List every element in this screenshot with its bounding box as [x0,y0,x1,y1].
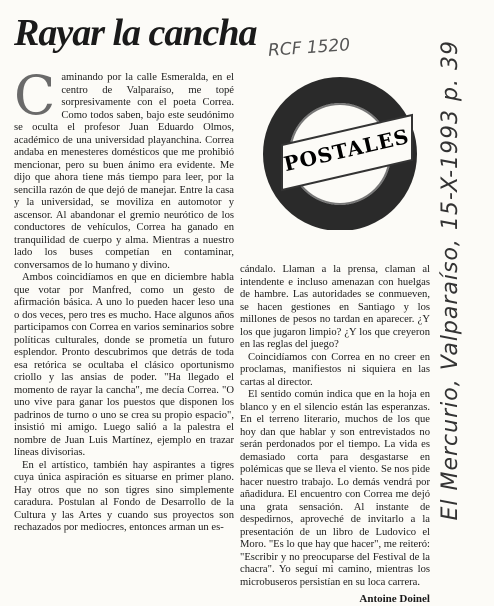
postales-logo-text: POSTALES [281,123,412,177]
article-column-left [14,64,234,535]
paragraph: Ambos coincidíamos en que en diciembre habla que votar por Manfred, como un gesto de afirmación básica. A uno lo pueden hacer leso una o dos veces, pero tres es mucho. Hace algunos años participamos con Correa en varios seminarios sobre políticas culturales, donde se prometía un futuro esplendor. Pronto descubrimos que detrás de toda esa retórica se ocultaba el clásico oportunismo criollo y las ansias de poder. "Ha llegado el momento de rayar la cancha", me decía Correa. "O uno vive para ganar los puestos que disponen los padrinos de turno o uno se crea su propio espacio", insistió mi amigo. Luego salió a la palestra el nombre de Juan Luis Martínez, ejemplo en trazar líneas divisorias. [14,272,234,458]
paragraph [14,64,234,272]
paragraph: El sentido común indica que en la hoja en blanco y en el silencio están las esperanzas. En el terreno literario, muchos de los que hoy dan que hablar y son entrevistados no serán perdonados por el tiempo. La vida es demasiado corta para desgastarse en polémicas que se lleva el viento. Se nos pide hacer nuestro trabajo. Lo demás vendrá por añadidura. El encuentro con Correa me dejó una grata sensación. Al instante de despedirnos, aproveché de invitarlo a la presentación de un libro de Ludovico el Moro. "Es lo que hay que hacer", me reiteró: "Escribir y no preocuparse del Festival de la chacra". Yo seguí mi camino, mientras los microbuseros persistían en su loca carrera. [240,389,430,588]
article-title: Rayar la cancha [14,12,257,54]
author-signature: Antoine Doinel [359,593,430,605]
article-column-right [240,264,430,606]
postales-logo [252,70,428,235]
postales-logo-graphic [252,70,428,230]
handwritten-source-note: El Mercurio, Valparaíso, 15-X-1993 p. 39 [438,40,463,521]
dropcap: C [14,64,56,127]
paragraph: Coincidíamos con Correa en no creer en proclamas, manifiestos ni siquiera en las cartas al director. [240,351,430,388]
paragraph: cándalo. Llaman a la prensa, claman al intendente e incluso amenazan con huelgas de hambre. Las autoridades se conmueven, se hacen gestiones en Santiago y los millones de pesos no tardan en aparecer. ¿Y los que jugaron limpio? ¿Y los que creyeron en las reglas del juego? [240,264,430,350]
paragraph-text: aminando por la calle Esmeralda, en el centro de Valparaíso, me topé sorpresivamente con el poeta Correa. Como todos saben, bajo este seudónimo se oculta el profesor Juan Eduardo Olmos, académico de una universidad playanchina. Correa andaba en menesteres domésticos que me prohibió mencionar, pero su buen ánimo era evidente. Me dijo que ahora tiene más tiempo para leer, por la sencilla razón de que dejó de manejar. Entre la casa y la universidad, se moviliza en automotor y ascensor. Al abandonar el gremio neurótico de los conductores de vehículos, Correa ha ganado en tranquilidad de cuerpo y alma. Mientras a nuestro lado los buses competían en contaminar, conversamos de lo humano y divino. [14,72,234,271]
paragraph: En el artístico, también hay aspirantes a tigres cuya única aspiración es situarse en primer plano. Hay otros que no son tigres sino simplemente caradura. Postulan al Fondo de Desarrollo de la Cultura y las Artes y cuando sus proyectos son rechazados por mediocres, entonces arman un es- [14,459,234,533]
archive-stamp-code: RCF 1520 [267,35,351,61]
